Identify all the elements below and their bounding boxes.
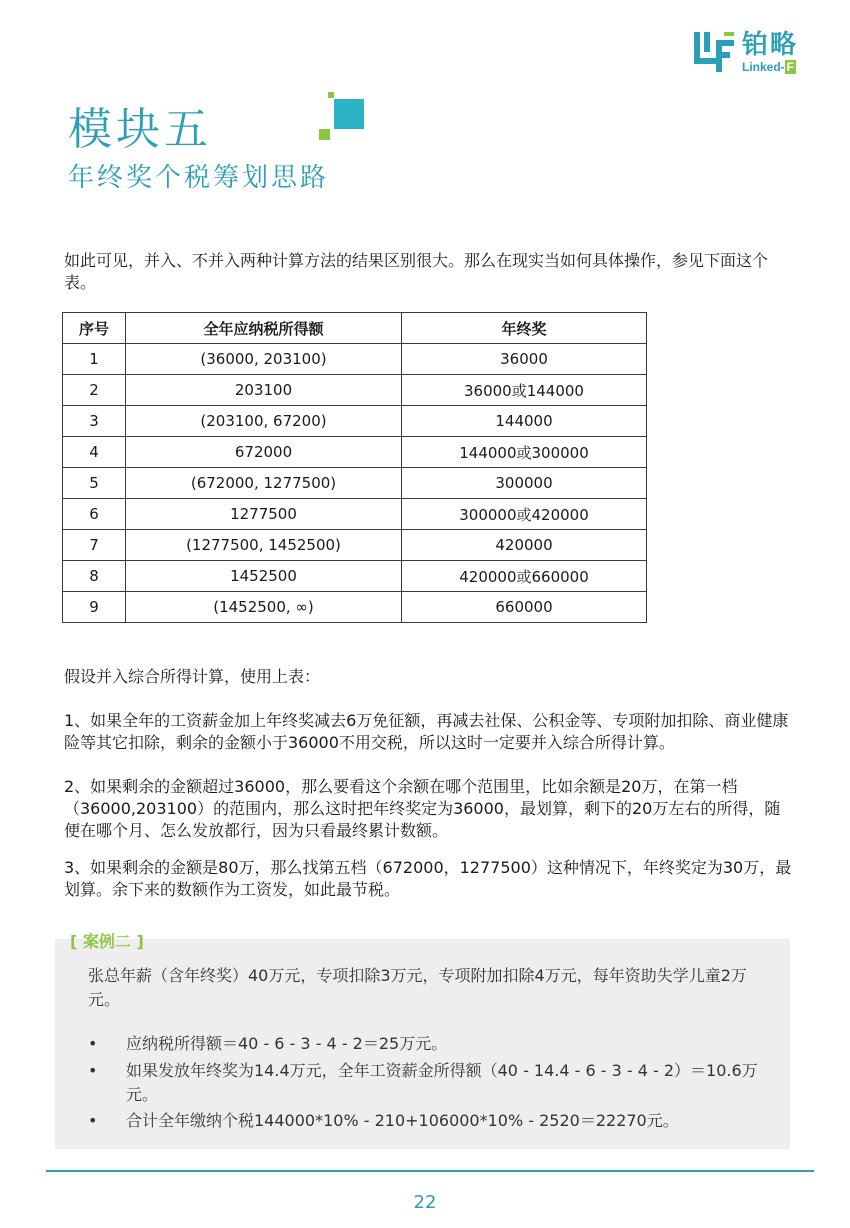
header-taxable-income: 全年应纳税所得额 — [126, 313, 402, 344]
cell-income: (672000, 1277500) — [126, 468, 402, 499]
assumption-paragraph: 假设并入综合所得计算，使用上表： — [64, 667, 321, 686]
header-index: 序号 — [63, 313, 126, 344]
table-row — [63, 592, 647, 623]
cell-income: 203100 — [126, 375, 402, 406]
case-bullet-item: 应纳税所得额＝40 - 6 - 3 - 4 - 2＝25万元。 — [126, 1034, 448, 1053]
cell-income: (1277500, 1452500) — [126, 530, 402, 561]
cell-index: 5 — [63, 468, 126, 499]
table-row — [63, 468, 647, 499]
cell-index: 1 — [63, 344, 126, 375]
cell-bonus: 300000或420000 — [402, 499, 647, 530]
table-row — [63, 561, 647, 592]
table-row — [63, 499, 647, 530]
header-year-end-bonus: 年终奖 — [402, 313, 647, 344]
cell-bonus: 420000 — [402, 530, 647, 561]
cell-index: 6 — [63, 499, 126, 530]
cell-income: 1452500 — [126, 561, 402, 592]
cell-income: (36000, 203100) — [126, 344, 402, 375]
cell-bonus: 36000 — [402, 344, 647, 375]
rule-paragraph-2: 2、如果剩余的金额超过36000，那么要看这个余额在哪个范围里，比如余额是20万，在第一档（36000,203100）的范围内，那么这时把年终奖定为36000，最划算，剩下的20万左右的所得，随便在哪个月、怎么发放都行，因为只看最终累计数额。 — [64, 777, 781, 840]
cell-bonus: 420000或660000 — [402, 561, 647, 592]
cell-index: 4 — [63, 437, 126, 468]
table-row — [63, 406, 647, 437]
rule-paragraph-3: 3、如果剩余的金额是80万，那么找第五档（672000，1277500）这种情况下，年终奖定为30万，最划算。余下来的数额作为工资发，如此最节税。 — [64, 858, 792, 899]
bullet-icon: • — [88, 1034, 98, 1053]
footer-divider — [46, 1170, 814, 1172]
page-number: 22 — [413, 1192, 437, 1213]
brand-logo — [694, 30, 814, 76]
table-row — [63, 530, 647, 561]
cell-index: 7 — [63, 530, 126, 561]
table-header-row — [63, 313, 647, 344]
cell-index: 8 — [63, 561, 126, 592]
cell-income: (203100, 67200) — [126, 406, 402, 437]
bullet-icon: • — [88, 1111, 98, 1130]
rule-paragraph-1: 1、如果全年的工资薪金加上年终奖减去6万免征额，再减去社保、公积金等、专项附加扣除、商业健康险等其它扣除，剩余的金额小于36000不用交税，所以这时一定要并入综合所得计算。 — [64, 711, 789, 752]
logo-subtext — [742, 60, 796, 74]
case-study-text: 张总年薪（含年终奖）40万元，专项扣除3万元，专项附加扣除4万元，每年资助失学儿童2万元。 — [88, 966, 747, 1009]
cell-bonus: 300000 — [402, 468, 647, 499]
cell-index: 9 — [63, 592, 126, 623]
cell-income: (1452500, ∞) — [126, 592, 402, 623]
cell-index: 3 — [63, 406, 126, 437]
intro-paragraph: 如此可见，并入、不并入两种计算方法的结果区别很大。那么在现实当如何具体操作，参见下面这个表。 — [64, 251, 769, 292]
decor-square-large-icon — [334, 99, 364, 129]
cell-bonus: 144000或300000 — [402, 437, 647, 468]
bonus-table — [62, 312, 647, 623]
case-study-label: [ 案例二 ] — [70, 932, 144, 951]
module-subtitle: 年终奖个税筹划思路 — [68, 163, 330, 193]
decor-square-green-icon — [319, 129, 330, 140]
logo-sub-accent: F — [786, 60, 795, 74]
table-row — [63, 344, 647, 375]
case-bullet-item: 如果发放年终奖为14.4万元，全年工资薪金所得额（40 - 14.4 - 6 - 3 - 4 - 2）＝10.6万元。 — [126, 1061, 758, 1104]
case-bullet-item: 合计全年缴纳个税144000*10% - 210+106000*10% - 2520＝22270元。 — [126, 1111, 679, 1130]
decor-square-small-icon — [328, 92, 334, 98]
cell-bonus: 144000 — [402, 406, 647, 437]
cell-income: 672000 — [126, 437, 402, 468]
logo-sub-main: Linked- — [742, 60, 785, 74]
table-row — [63, 375, 647, 406]
bullet-icon: • — [88, 1061, 98, 1080]
table-row — [63, 437, 647, 468]
logo-mark-icon — [694, 32, 736, 72]
cell-bonus: 36000或144000 — [402, 375, 647, 406]
cell-index: 2 — [63, 375, 126, 406]
logo-text: 铂略 — [742, 30, 799, 60]
module-title: 模块五 — [68, 104, 212, 155]
cell-income: 1277500 — [126, 499, 402, 530]
cell-bonus: 660000 — [402, 592, 647, 623]
